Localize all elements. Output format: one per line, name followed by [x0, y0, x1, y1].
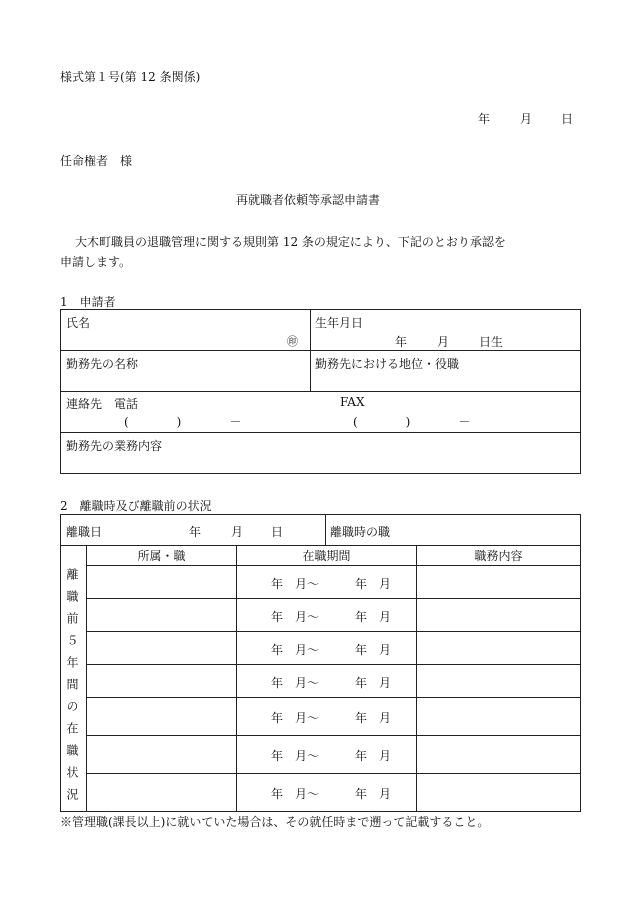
position-cell[interactable] [311, 351, 581, 392]
employment-history-table [60, 514, 581, 812]
retire-month: 月 [231, 525, 244, 539]
affiliation-cell[interactable] [87, 599, 237, 632]
fax-label: FAX [340, 395, 365, 409]
affiliation-cell[interactable] [87, 632, 237, 665]
duties-cell[interactable] [417, 665, 581, 698]
employer-label: 勤務先の名称 [66, 357, 139, 371]
document-title: 再就職者依頼等承認申請書 [236, 193, 381, 207]
period-cell[interactable] [237, 736, 417, 774]
side-label-cell [61, 546, 87, 812]
dob-label: 生年月日 [315, 316, 364, 330]
dob-year: 年 [395, 335, 408, 349]
position-label: 勤務先における地位・役職 [315, 357, 460, 371]
period-cell[interactable] [237, 698, 417, 736]
retire-date-cell[interactable] [61, 515, 326, 546]
section1-heading: 1 申請者 [60, 295, 116, 309]
period-text: 年 月～ 年 月 [271, 577, 392, 591]
period-cell[interactable] [237, 665, 417, 698]
name-label: 氏名 [66, 316, 91, 330]
business-label: 勤務先の業務内容 [66, 439, 163, 453]
duties-cell[interactable] [417, 774, 581, 812]
col-duties-header: 職務内容 [417, 546, 581, 566]
period-cell[interactable] [237, 774, 417, 812]
retire-day: 日 [271, 525, 284, 539]
duties-cell[interactable] [417, 632, 581, 665]
col-period-header: 在職期間 [237, 546, 417, 566]
date-year: 年 [478, 112, 491, 126]
contact-label: 連絡先 電話 [66, 397, 139, 411]
period-text: 年 月～ 年 月 [271, 749, 392, 763]
affiliation-cell[interactable] [87, 698, 237, 736]
affiliation-cell[interactable] [87, 665, 237, 698]
period-text: 年 月～ 年 月 [271, 676, 392, 690]
fax-format: ( ) － [353, 415, 471, 429]
dob-cell[interactable] [311, 310, 581, 351]
contact-cell[interactable] [61, 392, 581, 433]
period-text: 年 月～ 年 月 [271, 711, 392, 725]
form-number: 様式第１号(第 12 条関係) [60, 70, 201, 84]
duties-cell[interactable] [417, 566, 581, 599]
addressee: 任命権者 様 [60, 154, 133, 168]
retire-position-cell[interactable] [326, 515, 581, 546]
applicant-table [60, 309, 581, 474]
dob-month: 月 [437, 335, 450, 349]
date-day: 日 [561, 112, 574, 126]
business-cell[interactable] [61, 433, 581, 474]
duties-cell[interactable] [417, 736, 581, 774]
dob-day: 日生 [479, 335, 504, 349]
side-label: 離職前５年間の在職状況 [65, 568, 79, 810]
period-text: 年 月～ 年 月 [271, 643, 392, 657]
period-text: 年 月～ 年 月 [271, 787, 392, 801]
duties-cell[interactable] [417, 698, 581, 736]
retire-date-label: 離職日 [66, 525, 103, 539]
period-cell[interactable] [237, 599, 417, 632]
intro-line-2: 申請します。 [60, 255, 132, 269]
name-cell[interactable] [61, 310, 311, 351]
period-text: 年 月～ 年 月 [271, 610, 392, 624]
affiliation-cell[interactable] [87, 774, 237, 812]
date-month: 月 [520, 112, 533, 126]
affiliation-cell[interactable] [87, 736, 237, 774]
duties-cell[interactable] [417, 599, 581, 632]
intro-line-1: 大木町職員の退職管理に関する規則第 12 条の規定により、下記のとおり承認を [75, 235, 506, 249]
section2-heading: 2 離職時及び離職前の状況 [60, 499, 212, 513]
employer-cell[interactable] [61, 351, 311, 392]
affiliation-cell[interactable] [87, 566, 237, 599]
retire-position-label: 離職時の職 [330, 525, 391, 539]
retire-year: 年 [189, 525, 202, 539]
period-cell[interactable] [237, 566, 417, 599]
seal-mark: ㊞ [287, 335, 298, 348]
period-cell[interactable] [237, 632, 417, 665]
footnote: ※管理職(課長以上)に就いていた場合は、その就任時まで遡って記載すること。 [60, 815, 490, 829]
col-affiliation-header: 所属・職 [87, 546, 237, 566]
tel-format: ( ) － [124, 415, 242, 429]
